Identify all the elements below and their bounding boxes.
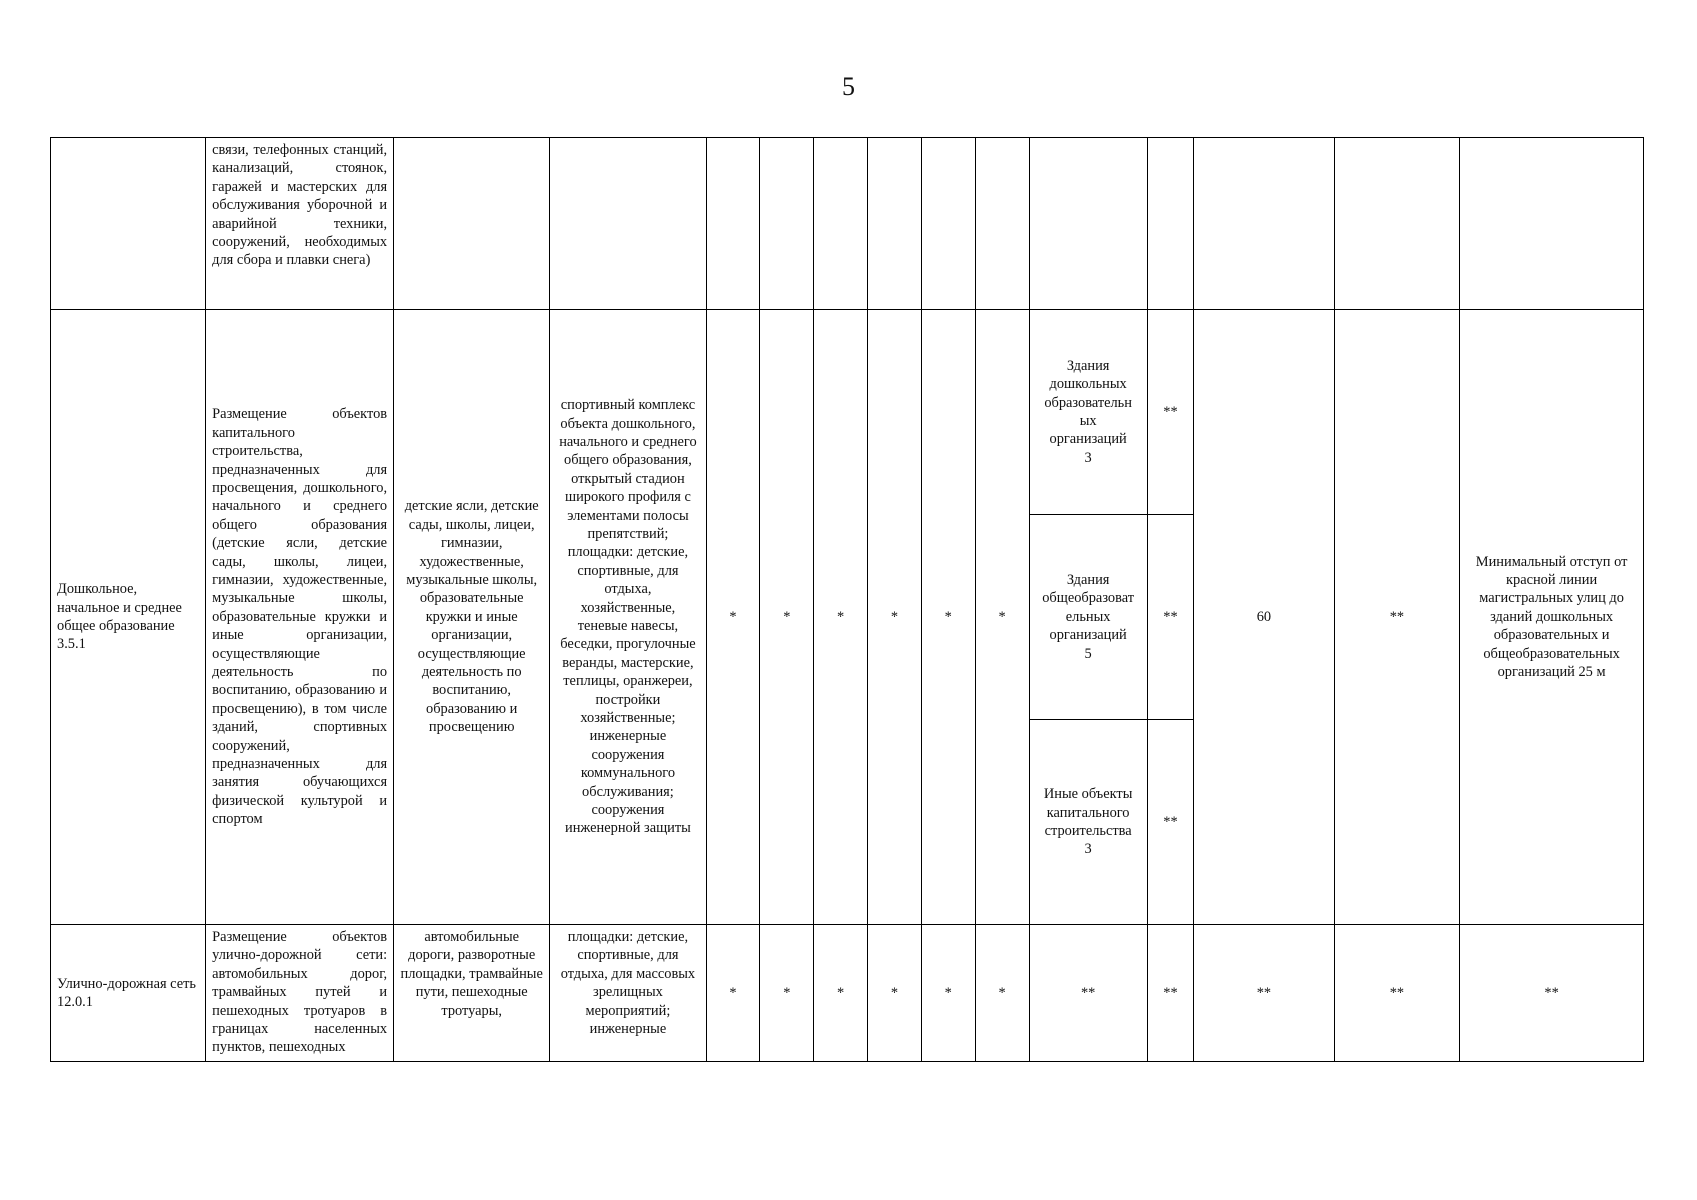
cell-empty <box>868 138 922 310</box>
cell-main-objects: автомобильные дороги, разворотные площадки, трамвайные пути, пешеходные тротуары, <box>394 925 550 1062</box>
table-row-education <box>51 310 1644 515</box>
cell-star: * <box>921 925 975 1062</box>
cell-description: Размещение объектов улично-дорожной сети: автомобильных дорог, трамвайных путей и пешеходных тротуаров в границах населенных пунктов, пешеходных <box>206 925 394 1062</box>
cell-building-type: Иные объекты капитального строительства 3 <box>1029 720 1147 925</box>
cell-use-type: Дошкольное, начальное и среднее общее образование 3.5.1 <box>51 310 206 925</box>
cell-star: ** <box>1334 310 1460 925</box>
cell-auxiliary-objects: спортивный комплекс объекта дошкольного, начального и среднего общего образования, открытый стадион широкого профиля с элементами полосы препятствий; площадки: детские, спортивные, для отдыха, хозяйственные, теневые навесы, беседки, прогулочные веранды, мастерские, теплицы, оранжереи, постройки хозяйственные; инженерные сооружения коммунального обслуживания; сооружения инженерной защиты <box>550 310 706 925</box>
cell-star: * <box>921 310 975 925</box>
cell-main-objects: детские ясли, детские сады, школы, лицеи, гимназии, художественные, музыкальные школы, образовательные кружки и иные организации, осуществляющие деятельность по воспитанию, образованию и просвещению <box>394 310 550 925</box>
cell-empty <box>975 138 1029 310</box>
cell-star: ** <box>1147 925 1193 1062</box>
cell-empty <box>51 138 206 310</box>
cell-star: * <box>706 310 760 925</box>
cell-empty <box>760 138 814 310</box>
cell-description: связи, телефонных станций, канализаций, стоянок, гаражей и мастерских для обслуживания уборочной и аварийной техники, сооружений, необходимых для сбора и плавки снега) <box>206 138 394 310</box>
cell-use-type: Улично-дорожная сеть 12.0.1 <box>51 925 206 1062</box>
cell-star: * <box>814 925 868 1062</box>
cell-star: * <box>706 925 760 1062</box>
cell-star: ** <box>1147 310 1193 515</box>
cell-empty <box>1147 138 1193 310</box>
cell-empty <box>394 138 550 310</box>
cell-star: ** <box>1029 925 1147 1062</box>
cell-empty <box>1334 138 1460 310</box>
cell-empty <box>706 138 760 310</box>
cell-star: * <box>760 310 814 925</box>
cell-star: ** <box>1460 925 1644 1062</box>
cell-star: ** <box>1147 720 1193 925</box>
cell-star: * <box>814 310 868 925</box>
cell-empty <box>814 138 868 310</box>
table-row-continuation <box>51 138 1644 310</box>
land-use-regulations-table <box>50 137 1644 1062</box>
cell-value: 60 <box>1194 310 1334 925</box>
cell-star: ** <box>1194 925 1334 1062</box>
cell-description: Размещение объектов капитального строительства, предназначенных для просвещения, дошкольного, начального и среднего общего образования (детские ясли, детские сады, школы, лицеи, гимназии, художественные, музыкальные школы, образовательные кружки и иные организации, осуществляющие деятельность по воспитанию, образованию и просвещению), в том числе зданий, спортивных сооружений, предназначенных для занятия обучающихся физической культурой и спортом <box>206 310 394 925</box>
cell-star: * <box>760 925 814 1062</box>
cell-star: * <box>868 925 922 1062</box>
cell-star: ** <box>1334 925 1460 1062</box>
cell-building-type: Здания дошкольных образовательн ых организаций 3 <box>1029 310 1147 515</box>
cell-star: * <box>868 310 922 925</box>
cell-note: Минимальный отступ от красной линии магистральных улиц до зданий дошкольных образовательных и общеобразовательных организаций 25 м <box>1460 310 1644 925</box>
cell-empty <box>550 138 706 310</box>
cell-empty <box>921 138 975 310</box>
cell-empty <box>1194 138 1334 310</box>
table-row-road-network <box>51 925 1644 1062</box>
cell-auxiliary-objects: площадки: детские, спортивные, для отдыха, для массовых зрелищных мероприятий; инженерные <box>550 925 706 1062</box>
cell-star: * <box>975 925 1029 1062</box>
cell-empty <box>1029 138 1147 310</box>
cell-building-type: Здания общеобразоват ельных организаций 5 <box>1029 515 1147 720</box>
cell-star: * <box>975 310 1029 925</box>
cell-star: ** <box>1147 515 1193 720</box>
page-number: 5 <box>842 72 855 101</box>
cell-empty <box>1460 138 1644 310</box>
